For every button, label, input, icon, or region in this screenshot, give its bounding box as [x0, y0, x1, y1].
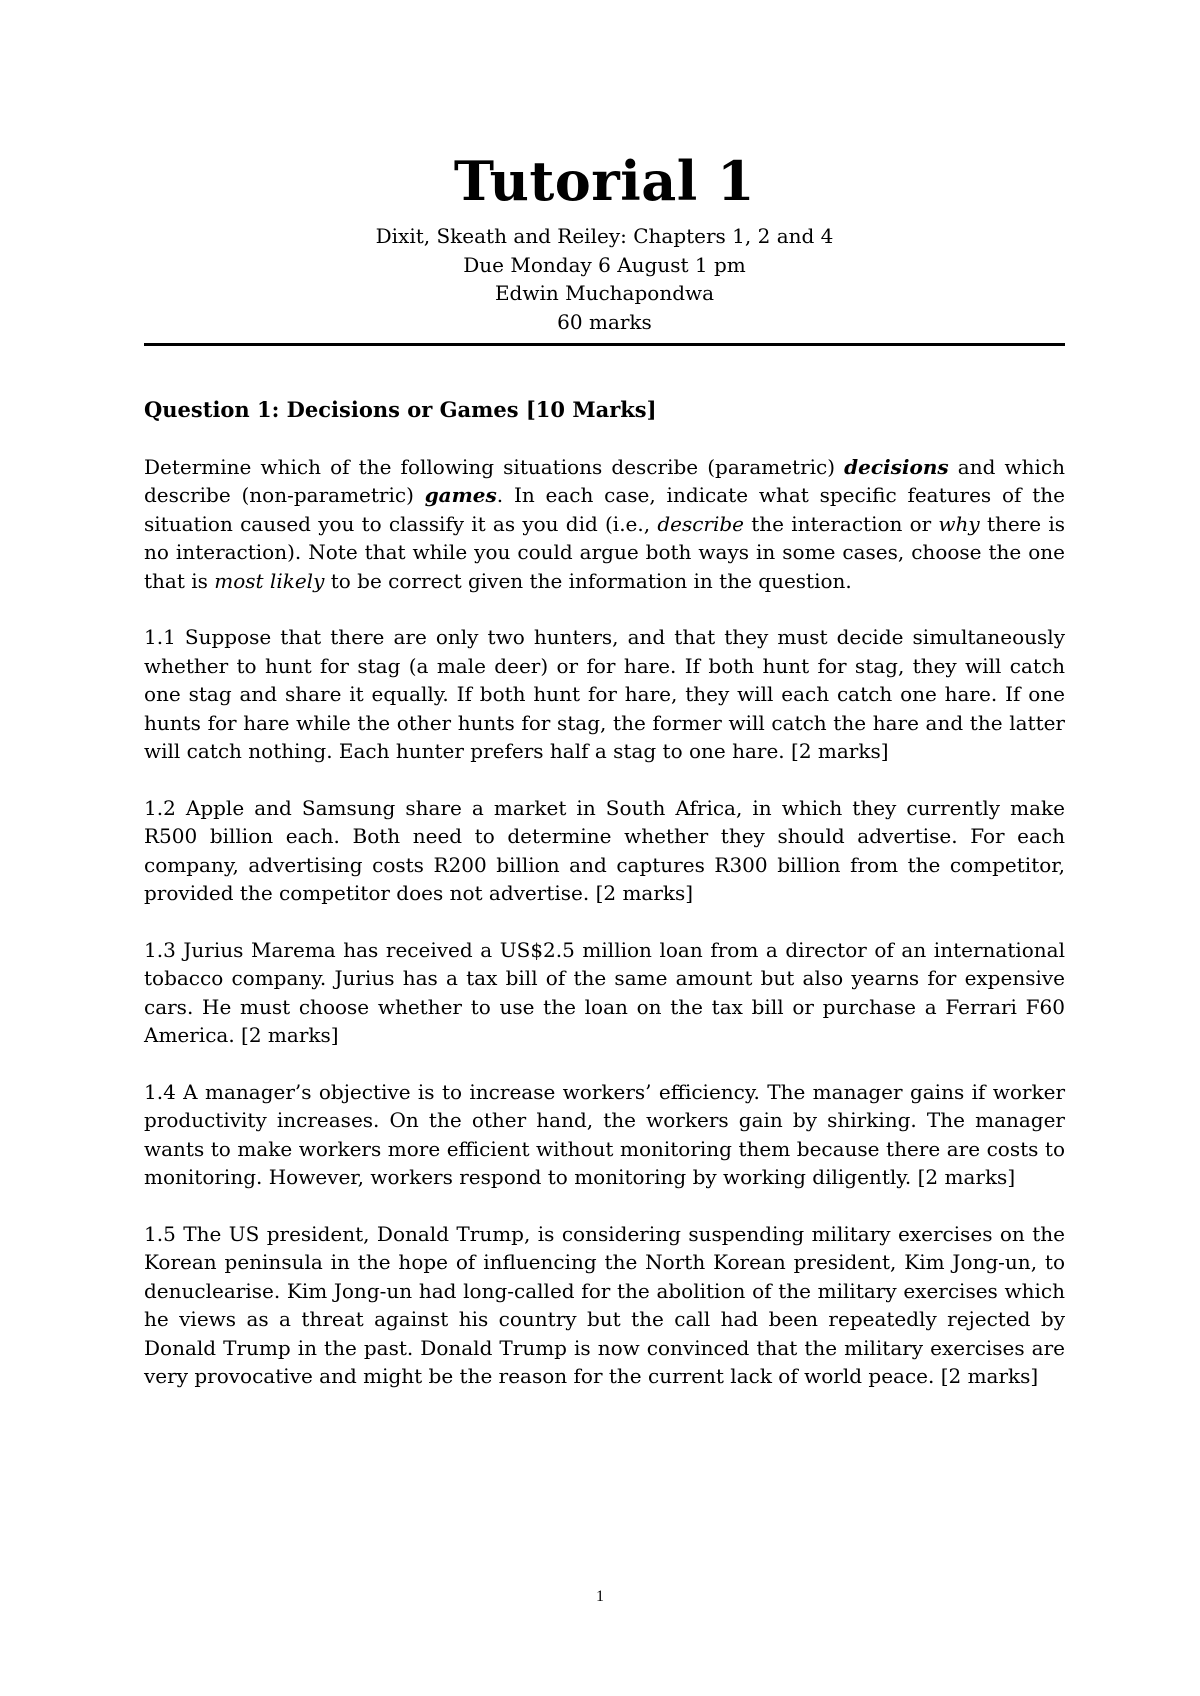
course-reference: Dixit, Skeath and Reiley: Chapters 1, 2 and 4	[375, 224, 834, 248]
document-title: Tutorial 1	[453, 149, 756, 213]
due-date: Due Monday 6 August 1 pm	[463, 252, 746, 277]
header-divider	[144, 343, 1065, 346]
intro-emphasis-decisions: decisions	[844, 454, 949, 479]
document-page	[144, 150, 1065, 1391]
intro-text: Determine which of the following situations describe (parametric)	[144, 454, 845, 479]
page-number: 1	[596, 1588, 604, 1605]
question-item-1-1: 1.1 Suppose that there are only two hunters, and that they must decide simultaneously whether to hunt for stag (a male deer) or for hare. If both hunt for stag, they will catch one stag and share it equally. If both hunt for hare, they will each catch one hare. If one hunts for hare while the other hunts for stag, the former will catch the hare and the latter will catch nothing. Each hunter prefers half a stag to one hare. [2 marks]	[144, 625, 1065, 763]
total-marks: 60 marks	[557, 309, 652, 334]
intro-text: to be correct given the information in the question.	[324, 568, 852, 593]
author-name: Edwin Muchapondwa	[494, 281, 715, 305]
intro-italic-most-likely: most likely	[214, 568, 325, 593]
question-1-heading: Question 1: Decisions or Games [10 Marks]	[144, 397, 657, 422]
question-item-1-2: 1.2 Apple and Samsung share a market in South Africa, in which they currently make R500 billion each. Both need to determine whether they should advertise. For each company, advertising costs R200 billion and captures R300 billion from the competitor, provided the competitor does not advertise. [2 marks]	[144, 795, 1065, 905]
intro-text: there is no interaction). Note that while you could argue both ways in some cases, choose the one that is	[144, 511, 1065, 593]
intro-italic-why: why	[938, 511, 980, 536]
question-item-1-3: 1.3 Jurius Marema has received a US$2.5 million loan from a director of an international tobacco company. Jurius has a tax bill of the same amount but also yearns for expensive cars. He must choose whether to use the loan on the tax bill or purchase a Ferrari F60 America. [2 marks]	[144, 937, 1065, 1047]
question-item-1-4: 1.4 A manager’s objective is to increase workers’ efficiency. The manager gains if worker productivity increases. On the other hand, the workers gain by shirking. The manager wants to make workers more efficient without monitoring them because there are costs to monitoring. However, workers respond to monitoring by working diligently. [2 marks]	[144, 1079, 1065, 1189]
question-1-instructions	[144, 453, 1065, 596]
intro-text: and which describe (non-parametric)	[144, 454, 1065, 507]
intro-emphasis-games: games	[424, 483, 497, 507]
intro-text: the interaction or	[744, 511, 939, 536]
question-item-1-5: 1.5 The US president, Donald Trump, is considering suspending military exercises on the Korean peninsula in the hope of influencing the North Korean president, Kim Jong-un, to denuclearise. Kim Jong-un had long-called for the abolition of the military exercises which he views as a threat against his country but the call had been repeatedly rejected by Donald Trump in the past. Donald Trump is now convinced that the military exercises are very provocative and might be the reason for the current lack of world peace. [2 marks]	[144, 1221, 1065, 1388]
intro-italic-describe: describe	[657, 511, 745, 536]
intro-text: . In each case, indicate what specific features of the situation caused you to classify it as you did (i.e.,	[144, 483, 1065, 536]
